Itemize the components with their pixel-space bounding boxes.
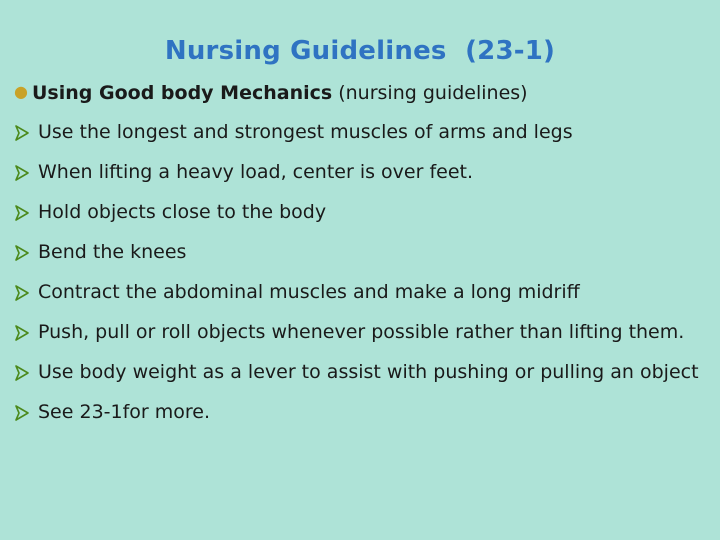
dot-bullet-icon: ● xyxy=(14,82,28,101)
arrowhead-bullet-icon xyxy=(15,365,29,381)
list-item-text: Push, pull or roll objects whenever possible rather than lifting them. xyxy=(38,321,685,343)
list-item xyxy=(14,161,714,184)
list-item-text: Bend the knees xyxy=(38,241,187,263)
arrowhead-bullet-icon xyxy=(15,405,29,421)
list-item-text: Hold objects close to the body xyxy=(38,201,327,223)
list-item-text: Use the longest and strongest muscles of arms and legs xyxy=(38,121,573,143)
intro-bold-text: Using Good body Mechanics xyxy=(32,82,333,104)
list-item xyxy=(14,201,714,224)
list-item xyxy=(14,121,714,144)
list-item-text: When lifting a heavy load, center is over feet. xyxy=(38,161,474,183)
list-item-text: See 23-1for more. xyxy=(38,401,211,423)
arrowhead-bullet-icon xyxy=(15,325,29,341)
list-item xyxy=(14,361,714,384)
list-item xyxy=(14,241,714,264)
arrowhead-bullet-icon xyxy=(15,165,29,181)
list-item xyxy=(14,401,714,424)
arrowhead-bullet-icon xyxy=(15,205,29,221)
intro-line xyxy=(14,82,528,104)
list-item xyxy=(14,281,714,304)
list-item xyxy=(14,321,714,344)
list-item-text: Use body weight as a lever to assist with pushing or pulling an object xyxy=(38,361,699,383)
intro-rest-text: (nursing guidelines) xyxy=(332,82,528,104)
slide-title: Nursing Guidelines (23-1) xyxy=(164,36,556,66)
list-item-text: Contract the abdominal muscles and make a long midriff xyxy=(38,281,580,303)
arrowhead-bullet-icon xyxy=(15,245,29,261)
arrowhead-bullet-icon xyxy=(15,125,29,141)
arrowhead-bullet-icon xyxy=(15,285,29,301)
guideline-list xyxy=(14,121,714,441)
